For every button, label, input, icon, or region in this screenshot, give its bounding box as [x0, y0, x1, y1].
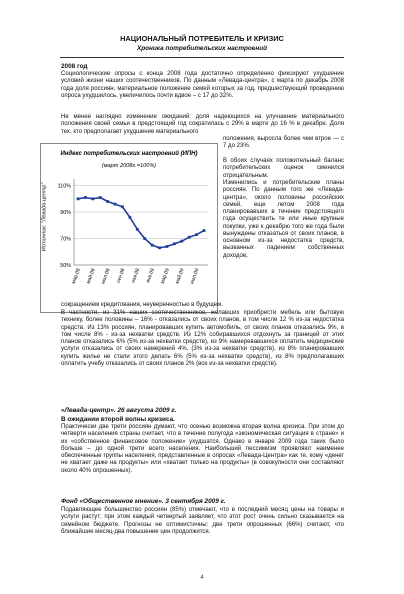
page-subtitle: Хроника потребительских настроений — [136, 45, 268, 52]
chart-source-label: Источник: "Левада-центр" — [41, 182, 48, 252]
data-point — [114, 203, 117, 206]
data-point — [91, 197, 94, 200]
paragraph-2008-expectations: Не менее наглядно изменение ожиданий: доля надеющихся на улучшение материального положения своей семьи в предстоящий год сократилась с 29% в марте до 16 % в декабре. Доля тех, кто предполагает ухудшение материального — [61, 114, 344, 135]
data-point — [106, 200, 109, 203]
y-tick-label: 50% — [60, 263, 71, 269]
x-tick-label: сен.08 — [115, 267, 127, 284]
x-tick-label: мар.09 — [159, 267, 171, 285]
data-point — [188, 236, 191, 239]
levada-subheading: В ожидании второй волны кризиса. — [61, 416, 175, 423]
data-point — [136, 228, 139, 231]
data-point — [128, 216, 131, 219]
fom-heading: Фонд «Общественное мнение». 3 сентября 2009 г. — [61, 498, 226, 505]
data-point — [173, 242, 176, 245]
paragraph-levada: Практически две трети россиян думают, что осенью возможна вторая волна кризиса. При этом до четверти населения страны считает, что в течение полугода «экономическая ситуация в стране» и их «собственное финансовое положение» ухудшатся. Однако в январе 2009 года таких было больше – до одной трети всего населения. Наибольший пессимизм проявляют наименее обеспеченные группы населения, представленные в опросах «Левада-Центра» как те, кому «денег не хватает даже на продукты» или «хватает только на продукты» (в совокупности они составляют около 40% опрошенных). — [61, 424, 344, 474]
data-point — [195, 233, 198, 236]
x-tick-label: май.09 — [174, 267, 186, 285]
paragraph-2008-purchases: В частности, из 31% наших соотечественников, желавших приобрести мебель или бытовую технику, более половины – 16% - отказались от своих планов, в том числе 12 % из-за недостатка средств. Из 13% россиян, планировавших купить автомобиль, от своих планов отказались 9%, в том числе 8% - из-за нехватки средств. Из 12% собиравшихся отдохнуть за границей от этих планов отказались 6% (5% из-за нехватки средств), из 9% намеревавшихся оплатить медицинские услуги отказались от своих намерений 4%. (3% из-за нехватки средств), из 8% планировавших купить жилье не стали этого делать 6% (5% из-за нехватки средств), из 8% предполагавших оплатить учебу отказались от своих планов 2% (все из-за нехватки средств). — [61, 310, 344, 367]
x-tick-label: ноя.08 — [130, 267, 142, 284]
paragraph-fom: Подавляющее большинство россиян (85%) отмечают, что в последний месяц цены на товары и услуги растут; при этом каждый четвертый заявляет, что этот рост очень сильно сказывается на семейном бюджете. Прогнозы не оптимистичны: две трети опрошенных (66%) считают, что ближайшие месяц-два повышение цен продолжится. — [61, 507, 344, 535]
paragraph-2008-intro: Социологические опросы с конца 2008 года достаточно определенно фиксируют ухудшение условий жизни наших соотечественников. По данным «Левада-центра», с марта по декабрь 2008 года доля россиян, материальное положение семей которых за год, предшествующий проведению опроса ухудшилось, увеличилось почти вдвое – с 17 до 32%. — [61, 71, 344, 99]
title-divider — [60, 57, 344, 58]
data-point — [203, 229, 206, 232]
y-tick-label: 90% — [60, 210, 71, 217]
y-tick-label: 70% — [60, 236, 71, 243]
page-title: НАЦИОНАЛЬНЫЙ ПОТРЕБИТЕЛЬ И КРИЗИС — [120, 34, 284, 43]
chart-consumer-sentiment — [40, 143, 218, 313]
section-year-heading: 2008 год — [61, 63, 88, 70]
data-point — [151, 244, 154, 247]
data-point — [166, 245, 169, 248]
right-column-text-1: положения, выросла более чем втрое — с 7 до 23%. — [223, 136, 344, 150]
x-tick-label: июл.08 — [100, 267, 112, 286]
chart-svg — [40, 143, 218, 313]
data-point — [158, 246, 161, 249]
x-tick-label: июл.09 — [189, 267, 201, 286]
chart-subtitle: (март 2008г.=100%) — [101, 163, 157, 169]
data-point — [121, 205, 124, 208]
x-tick-label: мар.08 — [70, 267, 82, 285]
y-tick-label: 110% — [57, 183, 71, 190]
chart-title: Индекс потребительских настроений (ИПН) — [60, 151, 198, 157]
right-column-text-3: Изменились и потребительские планы россиян. По данным того же «Левада-центра», около половины российских семей, еще летом 2008 года планировавших в течение предстоящего года осуществить те или иные крупные покупки, уже к декабрю того же года были вынуждены отказаться от своих планов, в основном из-за недостатка средств, вызванных падением собственных доходов, — [223, 180, 344, 259]
right-column-text-2: В обоих случаях положительный баланс потребительских оценок сменился отрицательным. — [223, 158, 344, 179]
data-point — [143, 237, 146, 240]
paragraph-after-chart: сокращением кредитования, неуверенностью в будущем. — [61, 302, 223, 308]
data-point — [77, 197, 80, 200]
levada-heading: «Левада-центр». 26 августа 2009 г. — [61, 407, 177, 414]
data-point — [84, 196, 87, 199]
x-tick-label: янв.09 — [145, 267, 156, 284]
data-point — [180, 240, 183, 243]
data-point — [99, 196, 102, 199]
page-number: 4 — [200, 574, 204, 581]
x-tick-label: май.08 — [85, 267, 97, 285]
